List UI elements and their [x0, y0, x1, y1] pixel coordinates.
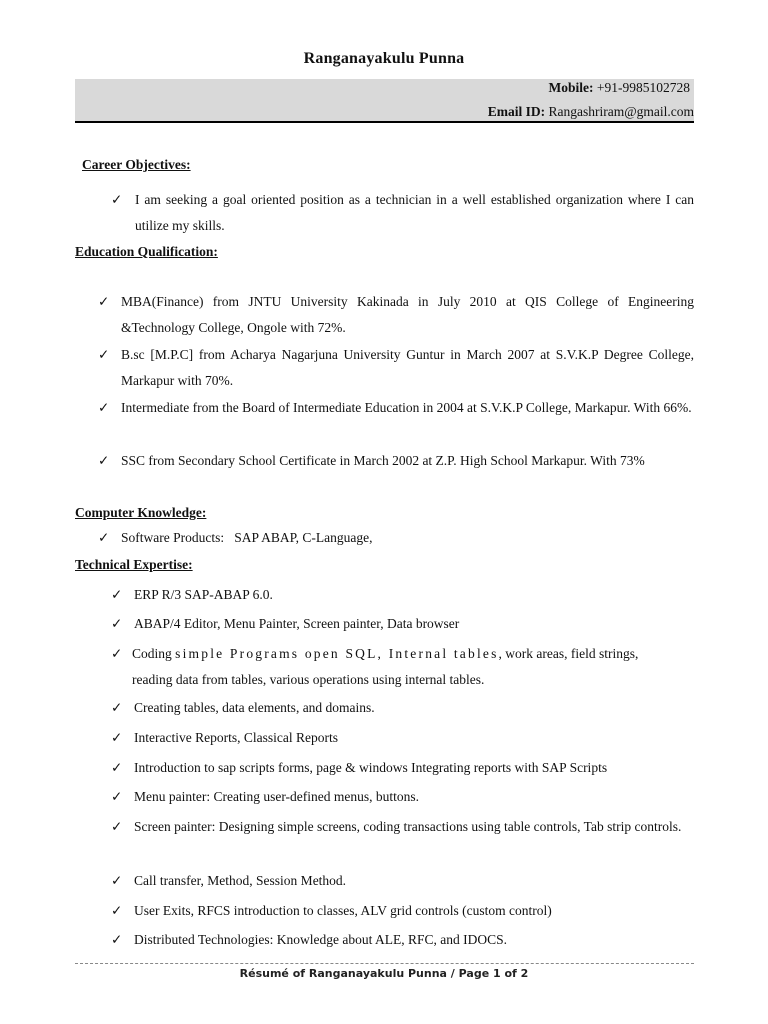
technical-item-text-a: Coding [132, 646, 176, 661]
career-item-line-2: where I can utilize my skills. [135, 192, 694, 233]
check-icon: ✓ [111, 789, 123, 805]
check-icon: ✓ [111, 760, 123, 776]
contact-band [75, 79, 694, 123]
check-icon: ✓ [111, 616, 123, 632]
technical-item [111, 927, 694, 953]
check-icon: ✓ [111, 700, 123, 716]
education-heading: Education Qualification: [75, 244, 218, 259]
technical-item [111, 784, 694, 810]
footer-divider [75, 963, 694, 964]
career-item-line-1: I am seeking a goal oriented position as a technician in a well established organization [135, 192, 623, 207]
technical-item-text: Call transfer, Method, Session Method. [134, 873, 347, 888]
technical-item-text: Creating tables, data elements, and domains. [134, 700, 375, 715]
email-value: Rangashriram@gmail.com [548, 104, 694, 119]
technical-item [111, 868, 694, 894]
technical-item-text: Introduction to sap scripts forms, page & windows Integrating reports with SAP Scripts [134, 760, 608, 775]
technical-item [111, 725, 694, 751]
technical-item-text: ABAP/4 Editor, Menu Painter, Screen painter, Data browser [134, 616, 460, 631]
check-icon: ✓ [111, 873, 123, 889]
technical-item-text-b: , work areas, field strings, [498, 646, 639, 661]
technical-item-text-line-2: reading data from tables, various operations using internal tables. [132, 672, 485, 687]
technical-item-text: User Exits, RFCS introduction to classes, ALV grid controls (custom control) [134, 903, 552, 918]
mobile-value: +91-9985102728 [596, 80, 690, 95]
education-item [98, 342, 694, 394]
education-item [98, 289, 694, 341]
education-item-line-2: Markapur. With 66%. [574, 400, 692, 415]
technical-item-text: Menu painter: Creating user-defined menus, buttons. [134, 789, 420, 804]
check-icon: ✓ [98, 347, 110, 363]
page-footer: Résumé of Ranganayakulu Punna / Page 1 of 2 [239, 967, 529, 980]
education-item-line-1: MBA(Finance) from JNTU University Kakinada in July 2010 at QIS College of [121, 294, 619, 309]
check-icon: ✓ [111, 192, 123, 208]
career-objectives-heading: Career Objectives: [82, 157, 191, 172]
education-item [98, 448, 694, 500]
check-icon: ✓ [98, 400, 110, 416]
technical-item [111, 755, 694, 781]
email-line [488, 104, 694, 120]
computer-item-text: Software Products: SAP ABAP, C-Language, [121, 530, 373, 545]
candidate-name: Ranganayakulu Punna [303, 50, 465, 67]
technical-item-text: ERP R/3 SAP-ABAP 6.0. [134, 587, 273, 602]
check-icon: ✓ [98, 453, 110, 469]
education-item-line-1: SSC from Secondary School Certificate in March 2002 at Z.P. High School Markapur. With [121, 453, 617, 468]
check-icon: ✓ [111, 646, 123, 662]
education-item [98, 395, 694, 447]
technical-item [111, 582, 694, 608]
email-label: Email ID: [487, 104, 546, 119]
technical-item [111, 898, 694, 924]
check-icon: ✓ [111, 819, 123, 835]
technical-expertise-heading: Technical Expertise: [75, 557, 193, 572]
technical-item-line-2: strip controls. [607, 819, 682, 834]
technical-item-text-spaced: simple Programs open SQL, Internal tables [175, 646, 499, 661]
career-item [111, 187, 694, 239]
education-item-line-1: Intermediate from the Board of Intermediate Education in 2004 at S.V.K.P College, [121, 400, 572, 415]
check-icon: ✓ [111, 587, 123, 603]
technical-item [111, 641, 694, 693]
check-icon: ✓ [111, 932, 123, 948]
check-icon: ✓ [111, 730, 123, 746]
technical-item [111, 611, 694, 637]
computer-knowledge-heading: Computer Knowledge: [75, 505, 207, 520]
education-item-line-1: B.sc [M.P.C] from Acharya Nagarjuna University Guntur in March 2007 at S.V.K.P Degree [121, 347, 643, 362]
technical-item [111, 695, 694, 721]
education-item-line-2: 73% [620, 453, 645, 468]
check-icon: ✓ [98, 530, 110, 546]
education-item-line-2: College, Markapur with 70%. [121, 347, 694, 388]
technical-item-line-1: Screen painter: Designing simple screens, coding transactions using table controls, Tab [134, 819, 604, 834]
technical-item [111, 814, 694, 866]
technical-item-text: Interactive Reports, Classical Reports [134, 730, 338, 745]
technical-item-text: Distributed Technologies: Knowledge about ALE, RFC, and IDOCS. [134, 932, 508, 947]
check-icon: ✓ [98, 294, 110, 310]
check-icon: ✓ [111, 903, 123, 919]
mobile-label: Mobile: [548, 80, 594, 95]
education-item-line-2: Engineering &Technology College, Ongole with 72%. [121, 294, 694, 335]
computer-item [98, 525, 694, 551]
mobile-line [549, 80, 690, 96]
